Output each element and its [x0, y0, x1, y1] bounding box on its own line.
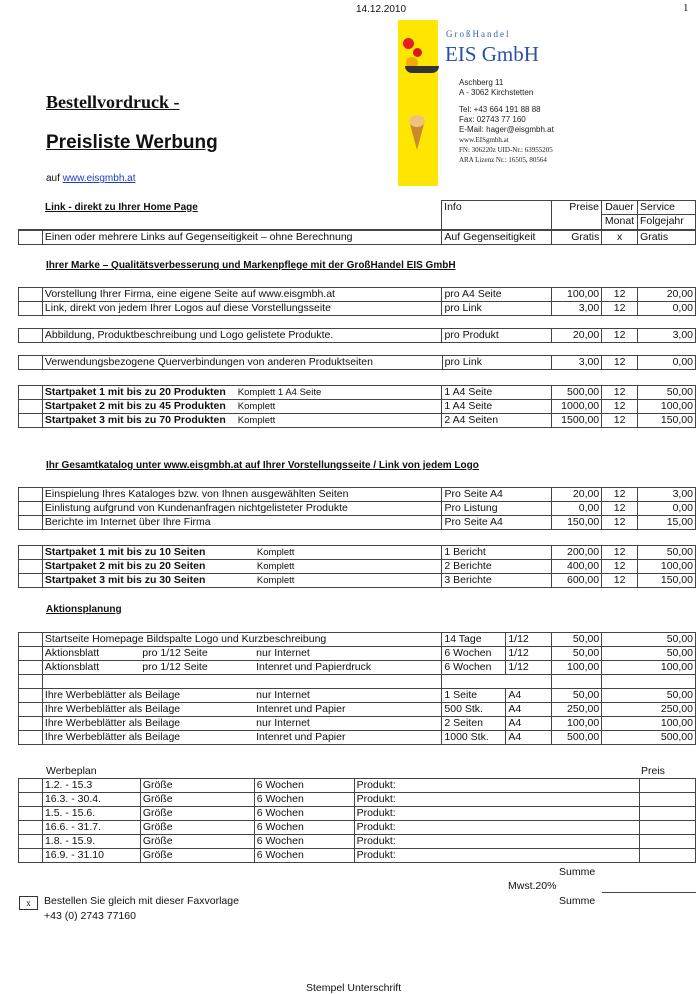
row-size: Größe	[140, 835, 254, 849]
row-service: 3,00	[638, 329, 696, 343]
row-price: 250,00	[552, 703, 602, 717]
row-service: 150,00	[638, 574, 696, 588]
checkbox-cell[interactable]	[19, 661, 43, 675]
row-price: 600,00	[552, 574, 602, 588]
row-duration: 6 Wochen	[254, 849, 354, 863]
row-product[interactable]: Produkt:	[354, 807, 639, 821]
table-row	[19, 731, 696, 745]
section-aktion: Aktionsplanung	[46, 604, 122, 615]
row-price: 100,00	[552, 717, 602, 731]
contact-line: ARA Lizenz Nr.: 16505, 80564	[459, 156, 547, 164]
links-table	[18, 230, 696, 245]
row-price: Gratis	[552, 231, 602, 245]
package-detail: Komplett	[256, 561, 295, 572]
table-row	[19, 717, 696, 731]
row-total: 50,00	[602, 689, 696, 703]
row-desc: Abbildung, Produktbeschreibung und Logo gelistete Produkte.	[42, 329, 442, 343]
checkbox-cell[interactable]	[19, 717, 43, 731]
table-row	[19, 849, 696, 863]
row-price: 20,00	[552, 329, 602, 343]
company-address	[459, 78, 533, 98]
summe-total-label: Summe	[559, 895, 596, 907]
checkbox-cell[interactable]	[19, 386, 43, 400]
row-dauer: 12	[602, 574, 638, 588]
row-price: 150,00	[552, 516, 602, 530]
marke-table	[18, 287, 696, 316]
checkbox-cell[interactable]	[19, 502, 43, 516]
row-info: Pro Seite A4	[442, 516, 552, 530]
row-dauer: 12	[602, 560, 638, 574]
row-service: 50,00	[638, 546, 696, 560]
row-product[interactable]: Produkt:	[354, 793, 639, 807]
row-product[interactable]: Produkt:	[354, 779, 639, 793]
row-unit: 1/12	[506, 633, 552, 647]
row-medium: nur Internet	[254, 647, 442, 661]
mwst-label: Mwst.20%	[508, 880, 557, 892]
table-row	[19, 647, 696, 661]
row-price: 200,00	[552, 546, 602, 560]
row-unit: A4	[506, 689, 552, 703]
row-duration: 6 Wochen	[254, 779, 354, 793]
checkbox-cell[interactable]	[19, 288, 43, 302]
checkbox-cell[interactable]	[19, 835, 43, 849]
row-desc: Vorstellung Ihrer Firma, eine eigene Seite auf www.eisgmbh.at	[42, 288, 442, 302]
table-row	[19, 231, 696, 245]
package-detail: Komplett 1 A4 Seite	[237, 387, 322, 398]
row-total: 100,00	[602, 717, 696, 731]
start-pages-table	[18, 545, 696, 588]
row-price[interactable]	[640, 793, 696, 807]
row-desc: Link, direkt von jedem Ihrer Logos auf diese Vorstellungsseite	[42, 302, 442, 316]
row-desc: Ihre Werbeblätter als Beilage	[42, 731, 254, 745]
marke-table-2	[18, 328, 696, 343]
website-prefix: auf	[46, 173, 63, 184]
row-service: 150,00	[638, 414, 696, 428]
row-duration: 6 Wochen	[254, 793, 354, 807]
row-desc: Einen oder mehrere Links auf Gegenseitigkeit – ohne Berechnung	[42, 231, 442, 245]
checkbox-cell[interactable]	[19, 574, 43, 588]
katalog-table	[18, 487, 696, 530]
row-product[interactable]: Produkt:	[354, 835, 639, 849]
row-service: 3,00	[638, 488, 696, 502]
checkbox-cell[interactable]	[19, 633, 43, 647]
row-service: 0,00	[638, 502, 696, 516]
stamp-signature-label: Stempel Unterschrift	[306, 982, 402, 994]
header-monat: Monat	[602, 215, 638, 229]
table-row	[19, 502, 696, 516]
row-unit: 1/12	[506, 661, 552, 675]
row-dauer: 12	[602, 386, 638, 400]
aktion-table	[18, 632, 696, 745]
row-size: Größe	[140, 807, 254, 821]
row-info: pro Link	[442, 356, 552, 370]
row-price[interactable]	[640, 849, 696, 863]
row-total: 50,00	[602, 633, 696, 647]
row-medium: nur Internet	[254, 689, 442, 703]
checkbox-cell[interactable]	[19, 703, 43, 717]
checkbox-cell[interactable]	[19, 807, 43, 821]
row-desc: Aktionsblatt	[42, 647, 140, 661]
row-dauer: 12	[602, 502, 638, 516]
table-row	[19, 546, 696, 560]
company-contact	[459, 105, 554, 165]
checkbox-cell[interactable]	[19, 675, 43, 689]
package-name: Startpaket 1 mit bis zu 20 Produkten	[44, 386, 226, 398]
row-dauer: 12	[602, 516, 638, 530]
table-row	[19, 302, 696, 316]
table-row	[19, 516, 696, 530]
row-period: 1.8. - 15.9.	[42, 835, 140, 849]
row-info: 1 A4 Seite	[442, 386, 552, 400]
page-subtitle: Preisliste Werbung	[46, 132, 218, 153]
table-row	[19, 633, 696, 647]
row-price[interactable]	[640, 779, 696, 793]
fax-number: +43 (0) 2743 77160	[44, 910, 136, 922]
row-dauer: 12	[602, 400, 638, 414]
row-price: 50,00	[552, 647, 602, 661]
row-service: 100,00	[638, 560, 696, 574]
table-row	[19, 400, 696, 414]
link-section-title: Link - direkt zu Ihrer Home Page	[45, 201, 198, 213]
package-detail: Komplett	[237, 401, 276, 412]
table-row	[19, 675, 696, 689]
address-line: A - 3062 Kirchstetten	[459, 88, 534, 97]
row-price: 400,00	[552, 560, 602, 574]
row-price: 500,00	[552, 731, 602, 745]
row-price: 3,00	[552, 356, 602, 370]
row-info: Pro Listung	[442, 502, 552, 516]
address-line: Aschberg 11	[459, 78, 504, 87]
row-info: 2 Berichte	[442, 560, 552, 574]
row-unit: A4	[506, 703, 552, 717]
row-size: pro 1/12 Seite	[140, 661, 254, 675]
section-katalog: Ihr Gesamtkatalog unter www.eisgmbh.at auf Ihrer Vorstellungsseite / Link von jedem Logo	[46, 460, 479, 471]
row-size: Größe	[140, 779, 254, 793]
row-price[interactable]	[640, 835, 696, 849]
row-price: 3,00	[552, 302, 602, 316]
table-row	[19, 689, 696, 703]
package-detail: Komplett	[256, 547, 295, 558]
row-dauer: 12	[602, 288, 638, 302]
table-row	[19, 793, 696, 807]
row-empty	[442, 675, 552, 689]
table-row	[19, 779, 696, 793]
package-name: Startpaket 3 mit bis zu 30 Seiten	[44, 574, 206, 586]
row-price: 100,00	[552, 288, 602, 302]
row-price: 50,00	[552, 633, 602, 647]
row-duration: 6 Wochen	[254, 821, 354, 835]
row-service: 15,00	[638, 516, 696, 530]
contact-line: Fax: 02743 77 160	[459, 115, 526, 124]
row-total: 100,00	[602, 661, 696, 675]
row-total: 50,00	[602, 647, 696, 661]
row-medium: nur Internet	[254, 717, 442, 731]
ice-ball-icon	[403, 38, 414, 49]
row-product[interactable]: Produkt:	[354, 821, 639, 835]
table-row	[19, 386, 696, 400]
row-price: 500,00	[552, 386, 602, 400]
checkbox-cell[interactable]	[19, 488, 43, 502]
row-desc: Einspielung Ihres Kataloges bzw. von Ihnen ausgewählten Seiten	[42, 488, 442, 502]
row-service: 0,00	[638, 302, 696, 316]
table-row	[19, 329, 696, 343]
checkbox-cell[interactable]	[19, 329, 43, 343]
row-empty	[602, 675, 696, 689]
bowl-icon	[405, 66, 439, 73]
checkbox-cell[interactable]	[19, 731, 43, 745]
werbeplan-table	[18, 778, 696, 863]
row-desc: Ihre Werbeblätter als Beilage	[42, 689, 254, 703]
checkbox-cell[interactable]	[19, 689, 43, 703]
row-dauer: 12	[602, 414, 638, 428]
row-dauer: 12	[602, 356, 638, 370]
row-medium: Intenret und Papier	[254, 731, 442, 745]
contact-line: E-Mail: hager@eisgmbh.at	[459, 125, 554, 134]
row-desc: Berichte im Internet über Ihre Firma	[42, 516, 442, 530]
checkbox-cell[interactable]	[19, 302, 43, 316]
checkbox-cell[interactable]	[19, 231, 43, 245]
checkbox-cell[interactable]	[19, 793, 43, 807]
row-dauer: 12	[602, 329, 638, 343]
table-row	[19, 821, 696, 835]
package-detail: Komplett	[256, 575, 295, 586]
row-info: pro A4 Seite	[442, 288, 552, 302]
row-period: 16.9. - 31.10	[42, 849, 140, 863]
package-name: Startpaket 2 mit bis zu 20 Seiten	[44, 560, 206, 572]
checkbox-cell[interactable]	[19, 516, 43, 530]
table-row	[19, 835, 696, 849]
start-products-table	[18, 385, 696, 428]
table-row	[19, 356, 696, 370]
row-desc: Startseite Homepage Bildspalte Logo und Kurzbeschreibung	[42, 633, 441, 647]
row-info: 6 Wochen	[442, 647, 506, 661]
row-duration: 6 Wochen	[254, 835, 354, 849]
row-price: 1500,00	[552, 414, 602, 428]
contact-line: FN: 306220z UID-Nr.: 63955205	[459, 146, 553, 154]
package-name: Startpaket 3 mit bis zu 70 Produkten	[44, 414, 226, 426]
row-service: Gratis	[638, 231, 696, 245]
table-row	[19, 488, 696, 502]
row-desc: Ihre Werbeblätter als Beilage	[42, 717, 254, 731]
checkbox-cell[interactable]	[19, 560, 43, 574]
row-info: Pro Seite A4	[442, 488, 552, 502]
row-price: 1000,00	[552, 400, 602, 414]
row-unit: A4	[506, 731, 552, 745]
fax-checkbox[interactable]: x	[19, 896, 38, 910]
row-period: 16.6. - 31.7.	[42, 821, 140, 835]
row-service: 0,00	[638, 356, 696, 370]
row-unit: A4	[506, 717, 552, 731]
table-row	[19, 574, 696, 588]
row-info: Auf Gegenseitigkeit	[442, 231, 552, 245]
website-link[interactable]: www.eisgmbh.at	[62, 173, 136, 184]
row-medium: Intenret und Papier	[254, 703, 442, 717]
checkbox-cell[interactable]	[19, 849, 43, 863]
ice-scoop-icon	[409, 115, 425, 127]
company-tag: GroßHandel	[446, 29, 511, 39]
table-row	[19, 560, 696, 574]
row-price[interactable]	[640, 807, 696, 821]
row-info: 1 Bericht	[442, 546, 552, 560]
row-service: 20,00	[638, 288, 696, 302]
contact-line: Tel: +43 664 191 88 88	[459, 105, 541, 114]
package-name: Startpaket 1 mit bis zu 10 Seiten	[44, 546, 206, 558]
row-price: 100,00	[552, 661, 602, 675]
table-row	[19, 288, 696, 302]
header-info: Info	[442, 201, 552, 230]
row-info: 6 Wochen	[442, 661, 506, 675]
header-dauer: Dauer	[602, 201, 638, 215]
mwst-line	[602, 892, 696, 893]
row-desc: Einlistung aufgrund von Kundenanfragen nichtgelisteter Produkte	[42, 502, 442, 516]
row-price: 20,00	[552, 488, 602, 502]
row-price: 0,00	[552, 502, 602, 516]
row-info: 14 Tage	[442, 633, 506, 647]
row-desc: Verwendungsbezogene Querverbindungen von anderen Produktseiten	[42, 356, 442, 370]
table-row	[19, 661, 696, 675]
checkbox-cell[interactable]	[19, 647, 43, 661]
header-folgejahr: Folgejahr	[637, 215, 695, 229]
marke-table-3	[18, 355, 696, 370]
row-duration: 6 Wochen	[254, 807, 354, 821]
contact-line: www.EISgmbh.at	[459, 136, 509, 144]
row-period: 16.3. - 30.4.	[42, 793, 140, 807]
package-detail: Komplett	[237, 415, 276, 426]
checkbox-cell[interactable]	[19, 414, 43, 428]
row-dauer: 12	[602, 302, 638, 316]
row-desc: Ihre Werbeblätter als Beilage	[42, 703, 254, 717]
page-title: Bestellvordruck -	[46, 92, 180, 112]
checkbox-cell[interactable]	[19, 400, 43, 414]
row-info: 1000 Stk.	[442, 731, 506, 745]
row-size: Größe	[140, 849, 254, 863]
row-medium: Intenret und Papierdruck	[254, 661, 442, 675]
row-period: 1.2. - 15.3	[42, 779, 140, 793]
date: 14.12.2010	[356, 4, 407, 15]
row-info: 1 A4 Seite	[442, 400, 552, 414]
header-service: Service	[637, 201, 695, 215]
row-total: 500,00	[602, 731, 696, 745]
row-price[interactable]	[640, 821, 696, 835]
header-link-cell	[18, 201, 442, 230]
row-dauer: 12	[602, 546, 638, 560]
fax-text: Bestellen Sie gleich mit dieser Faxvorlage	[44, 895, 239, 907]
ice-ball-icon	[413, 48, 422, 57]
row-size: pro 1/12 Seite	[140, 647, 254, 661]
werbeplan-preis: Preis	[641, 765, 665, 777]
table-row	[19, 703, 696, 717]
package-name: Startpaket 2 mit bis zu 45 Produkten	[44, 400, 226, 412]
row-info: 2 A4 Seiten	[442, 414, 552, 428]
row-info: 500 Stk.	[442, 703, 506, 717]
table-row	[19, 807, 696, 821]
table-row	[19, 414, 696, 428]
checkbox-cell[interactable]	[19, 779, 43, 793]
row-dauer: 12	[602, 488, 638, 502]
website-line	[46, 173, 136, 184]
row-dauer: x	[602, 231, 638, 245]
page-number: 1	[683, 2, 689, 14]
werbeplan-title: Werbeplan	[46, 765, 97, 777]
row-total: 250,00	[602, 703, 696, 717]
row-product[interactable]: Produkt:	[354, 849, 639, 863]
row-size: Größe	[140, 821, 254, 835]
row-info: 2 Seiten	[442, 717, 506, 731]
row-desc: Aktionsblatt	[42, 661, 140, 675]
row-unit: 1/12	[506, 647, 552, 661]
header-preise: Preise	[552, 201, 602, 230]
row-price: 50,00	[552, 689, 602, 703]
row-service: 50,00	[638, 386, 696, 400]
checkbox-cell[interactable]	[19, 546, 43, 560]
checkbox-cell[interactable]	[19, 821, 43, 835]
company-name: EIS GmbH	[445, 42, 539, 66]
section-marke: Ihrer Marke – Qualitätsverbesserung und Markenpflege mit der GroßHandel EIS GmbH	[46, 260, 456, 271]
row-info: 1 Seite	[442, 689, 506, 703]
header-table	[18, 200, 696, 230]
row-empty	[42, 675, 441, 689]
row-empty	[552, 675, 602, 689]
ice-cone-icon	[410, 124, 424, 150]
row-size: Größe	[140, 793, 254, 807]
row-info: pro Produkt	[442, 329, 552, 343]
summe-label: Summe	[559, 866, 596, 878]
row-info: pro Link	[442, 302, 552, 316]
row-service: 100,00	[638, 400, 696, 414]
checkbox-cell[interactable]	[19, 356, 43, 370]
row-period: 1.5. - 15.6.	[42, 807, 140, 821]
row-info: 3 Berichte	[442, 574, 552, 588]
